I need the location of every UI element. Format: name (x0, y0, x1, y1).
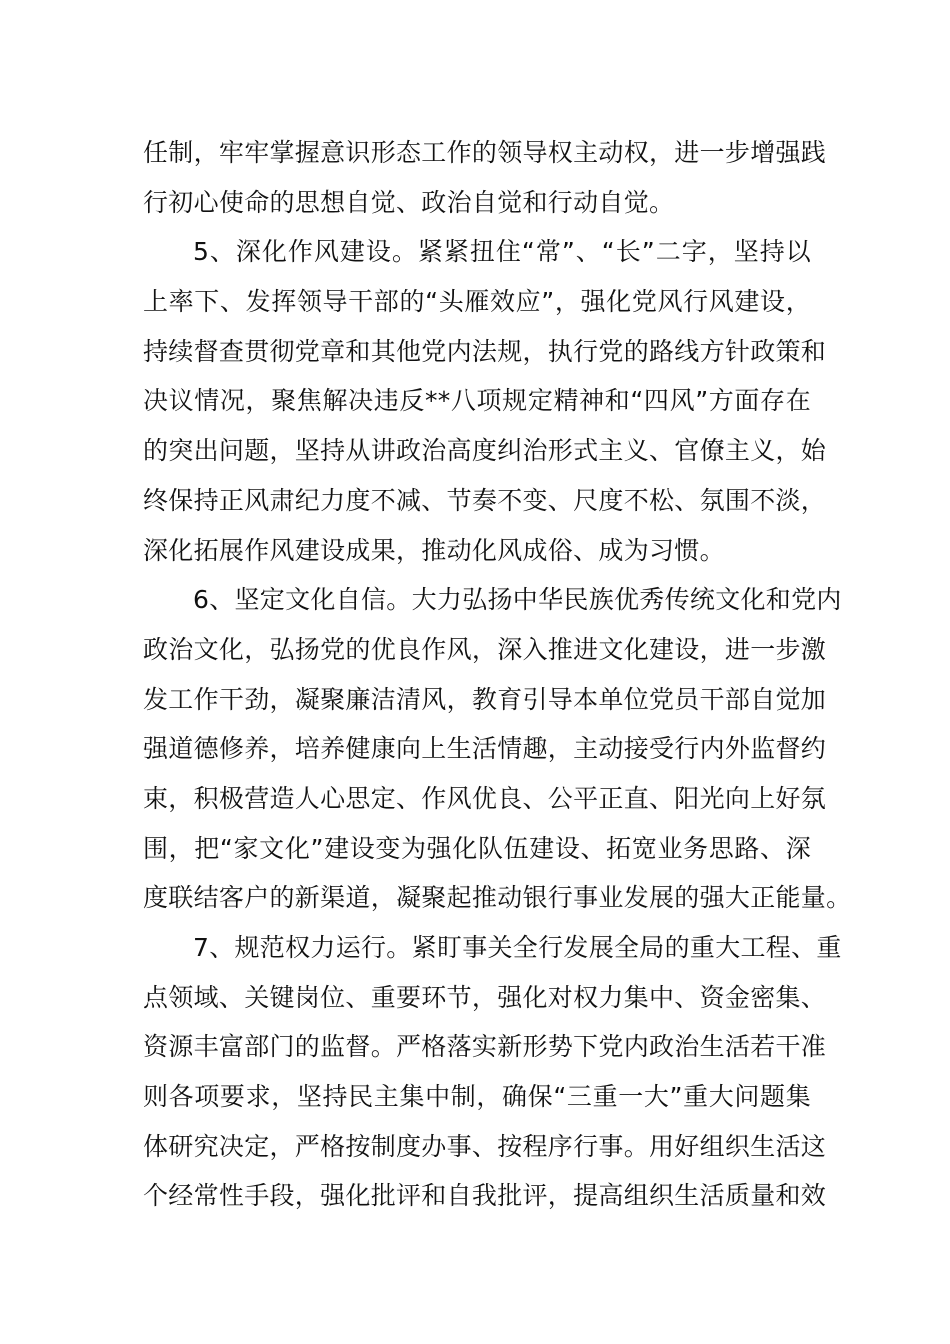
paragraph-5-heading-line: 5、深化作风建设。紧紧扭住“常”、“长”二字，坚持以 (193, 237, 811, 267)
text-line: 决议情况，聚焦解决违反**八项规定精神和“四风”方面存在 (143, 386, 811, 416)
text-line: 政治文化，弘扬党的优良作风，深入推进文化建设，进一步激 (143, 634, 827, 664)
text-line: 束，积极营造人心思定、作风优良、公平正直、阳光向上好氛 (143, 783, 827, 813)
text-line: 体研究决定，严格按制度办事、按程序行事。用好组织生活这 (143, 1131, 827, 1161)
text-line: 资源丰富部门的监督。严格落实新形势下党内政治生活若干准 (143, 1032, 827, 1062)
text-line: 发工作干劲，凝聚廉洁清风，教育引导本单位党员干部自觉加 (143, 684, 827, 714)
text-line: 行初心使命的思想自觉、政治自觉和行动自觉。 (143, 187, 675, 217)
text-line: 终保持正风肃纪力度不减、节奏不变、尺度不松、氛围不淡， (143, 485, 827, 515)
paragraph-6-heading-line: 6、坚定文化自信。大力弘扬中华民族优秀传统文化和党内 (193, 585, 842, 615)
body-text (143, 128, 852, 1221)
text-line: 度联结客户的新渠道，凝聚起推动银行事业发展的强大正能量。 (143, 883, 852, 913)
text-line: 围，把“家文化”建设变为强化队伍建设、拓宽业务思路、深 (143, 833, 811, 863)
text-line: 点领域、关键岗位、重要环节，强化对权力集中、资金密集、 (143, 982, 827, 1012)
paragraph-7-heading-line: 7、规范权力运行。紧盯事关全行发展全局的重大工程、重 (193, 933, 842, 962)
text-line: 持续督查贯彻党章和其他党内法规，执行党的路线方针政策和 (143, 336, 827, 366)
text-line: 任制，牢牢掌握意识形态工作的领导权主动权，进一步增强践 (143, 138, 827, 167)
text-line: 强道德修养，培养健康向上生活情趣，主动接受行内外监督约 (143, 734, 827, 764)
text-line: 上率下、发挥领导干部的“头雁效应”，强化党风行风建设， (143, 287, 811, 317)
text-line: 个经常性手段，强化批评和自我批评，提高组织生活质量和效 (143, 1181, 827, 1211)
text-line: 则各项要求，坚持民主集中制，确保“三重一大”重大问题集 (143, 1082, 811, 1112)
text-line: 深化拓展作风建设成果，推动化风成俗、成为习惯。 (143, 535, 725, 565)
text-line: 的突出问题，坚持从讲政治高度纠治形式主义、官僚主义，始 (143, 436, 827, 466)
